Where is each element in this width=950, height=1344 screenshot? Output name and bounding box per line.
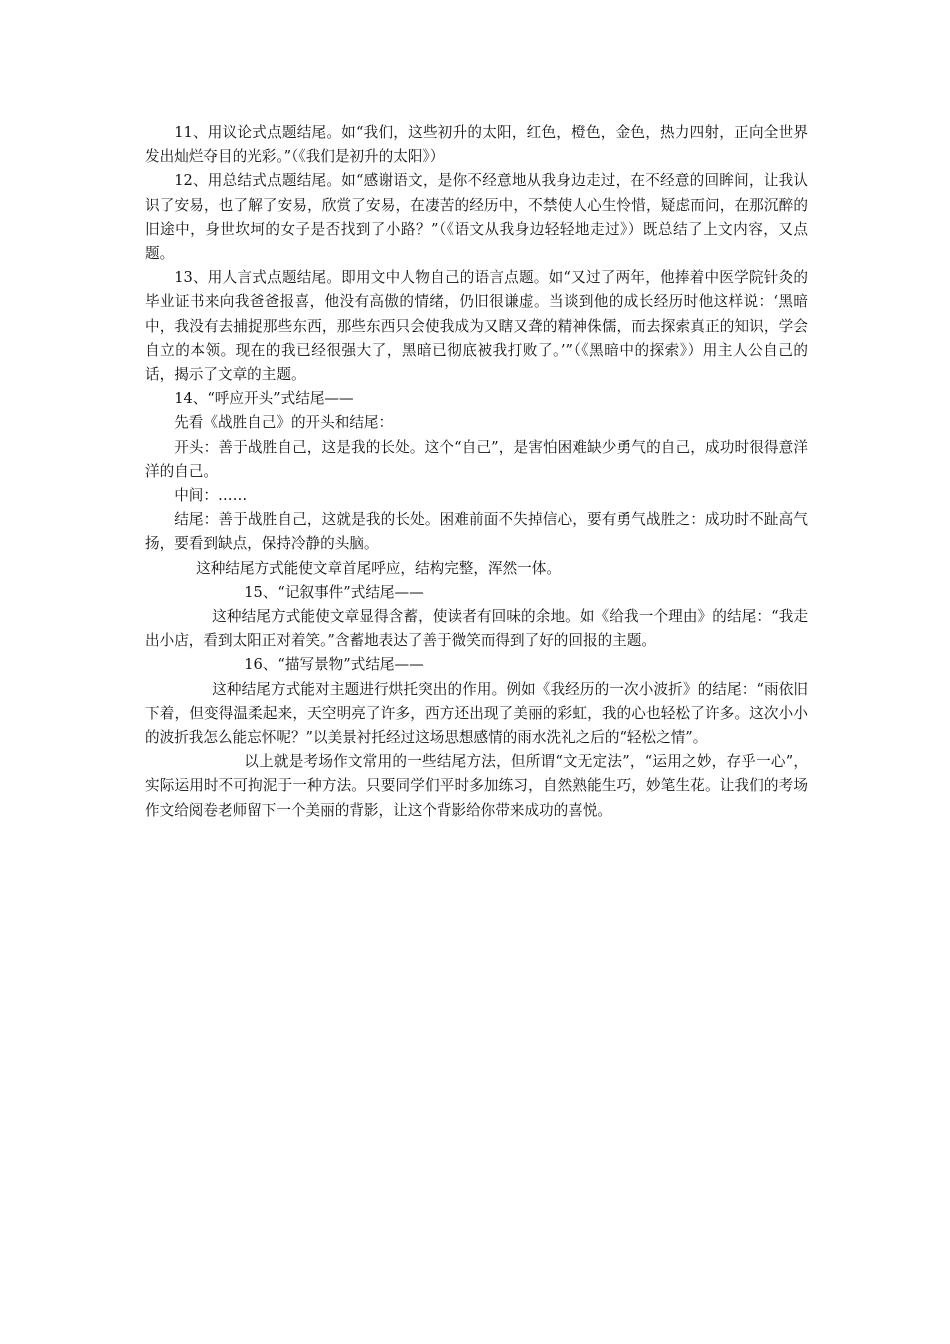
paragraph-ending-14-effect: 这种结尾方式能使文章首尾呼应，结构完整，浑然一体。	[196, 559, 561, 577]
paragraph-ending-15: 这种结尾方式能使文章显得含蓄，使读者有回味的余地。如《给我一个理由》的结尾：“我走出小店，看到太阳正对着笑。”含蓄地表达了善于微笑而得到了好的回报的主题。	[145, 608, 808, 650]
heading-ending-16: 16、“描写景物”式结尾——	[244, 656, 424, 674]
document-body	[145, 121, 808, 823]
heading-ending-15: 15、“记叙事件”式结尾——	[244, 583, 424, 601]
paragraph-example-middle: 中间：……	[174, 487, 248, 505]
paragraph-ending-11: 11、用议论式点题结尾。如“我们，这些初升的太阳，红色，橙色，金色，热力四射，正向全世界发出灿烂夺目的光彩。”（《我们是初升的太阳》）	[145, 124, 808, 166]
paragraph-example-intro: 先看《战胜自己》的开头和结尾：	[174, 414, 394, 432]
paragraph-example-opening: 开头：善于战胜自己，这是我的长处。这个“自己”，是害怕困难缺少勇气的自己，成功时很得意洋洋的自己。	[145, 438, 808, 480]
paragraph-ending-13: 13、用人言式点题结尾。即用文中人物自己的语言点题。如“又过了两年，他捧着中医学院针灸的毕业证书来向我爸爸报喜，他没有高傲的情绪，仍旧很谦虚。当谈到他的成长经历时他这样说：‘黑暗中，我没有去捕捉那些东西，那些东西只会使我成为又瞎又聋的精神侏儒，而去探索真正的知识，学会自立的本领。现在的我已经很强大了，黑暗已彻底被我打败了。’”（《黑暗中的探索》）用主人公自己的话，揭示了文章的主题。	[145, 269, 808, 384]
paragraph-conclusion: 以上就是考场作文常用的一些结尾方法，但所谓“文无定法”，“运用之妙，存乎一心”，实际运用时不可拘泥于一种方法。只要同学们平时多加练习，自然熟能生巧，妙笔生花。让我们的考场作文给阅卷老师留下一个美丽的背影，让这个背影给你带来成功的喜悦。	[145, 753, 808, 819]
paragraph-ending-12: 12、用总结式点题结尾。如“感谢语文，是你不经意地从我身边走过，在不经意的回眸间，让我认识了安易，也了解了安易，欣赏了安易，在凄苦的经历中，不禁使人心生怜惜，疑虑而问，在那沉醉的旧途中，身世坎坷的女子是否找到了小路？”（《语文从我身边轻轻地走过》）既总结了上文内容，又点题。	[145, 172, 808, 263]
paragraph-example-ending: 结尾：善于战胜自己，这就是我的长处。困难前面不失掉信心，要有勇气战胜之：成功时不趾高气扬，要看到缺点，保持冷静的头脑。	[145, 511, 808, 553]
heading-ending-14: 14、“呼应开头”式结尾——	[174, 390, 354, 408]
paragraph-ending-16: 这种结尾方式能对主题进行烘托突出的作用。例如《我经历的一次小波折》的结尾：“雨依旧下着，但变得温柔起来，天空明亮了许多，西方还出现了美丽的彩虹，我的心也轻松了许多。这次小小的波折我怎么能忘怀呢？”以美景衬托经过这场思想感情的雨水洗礼之后的“轻松之情”。	[145, 680, 808, 747]
